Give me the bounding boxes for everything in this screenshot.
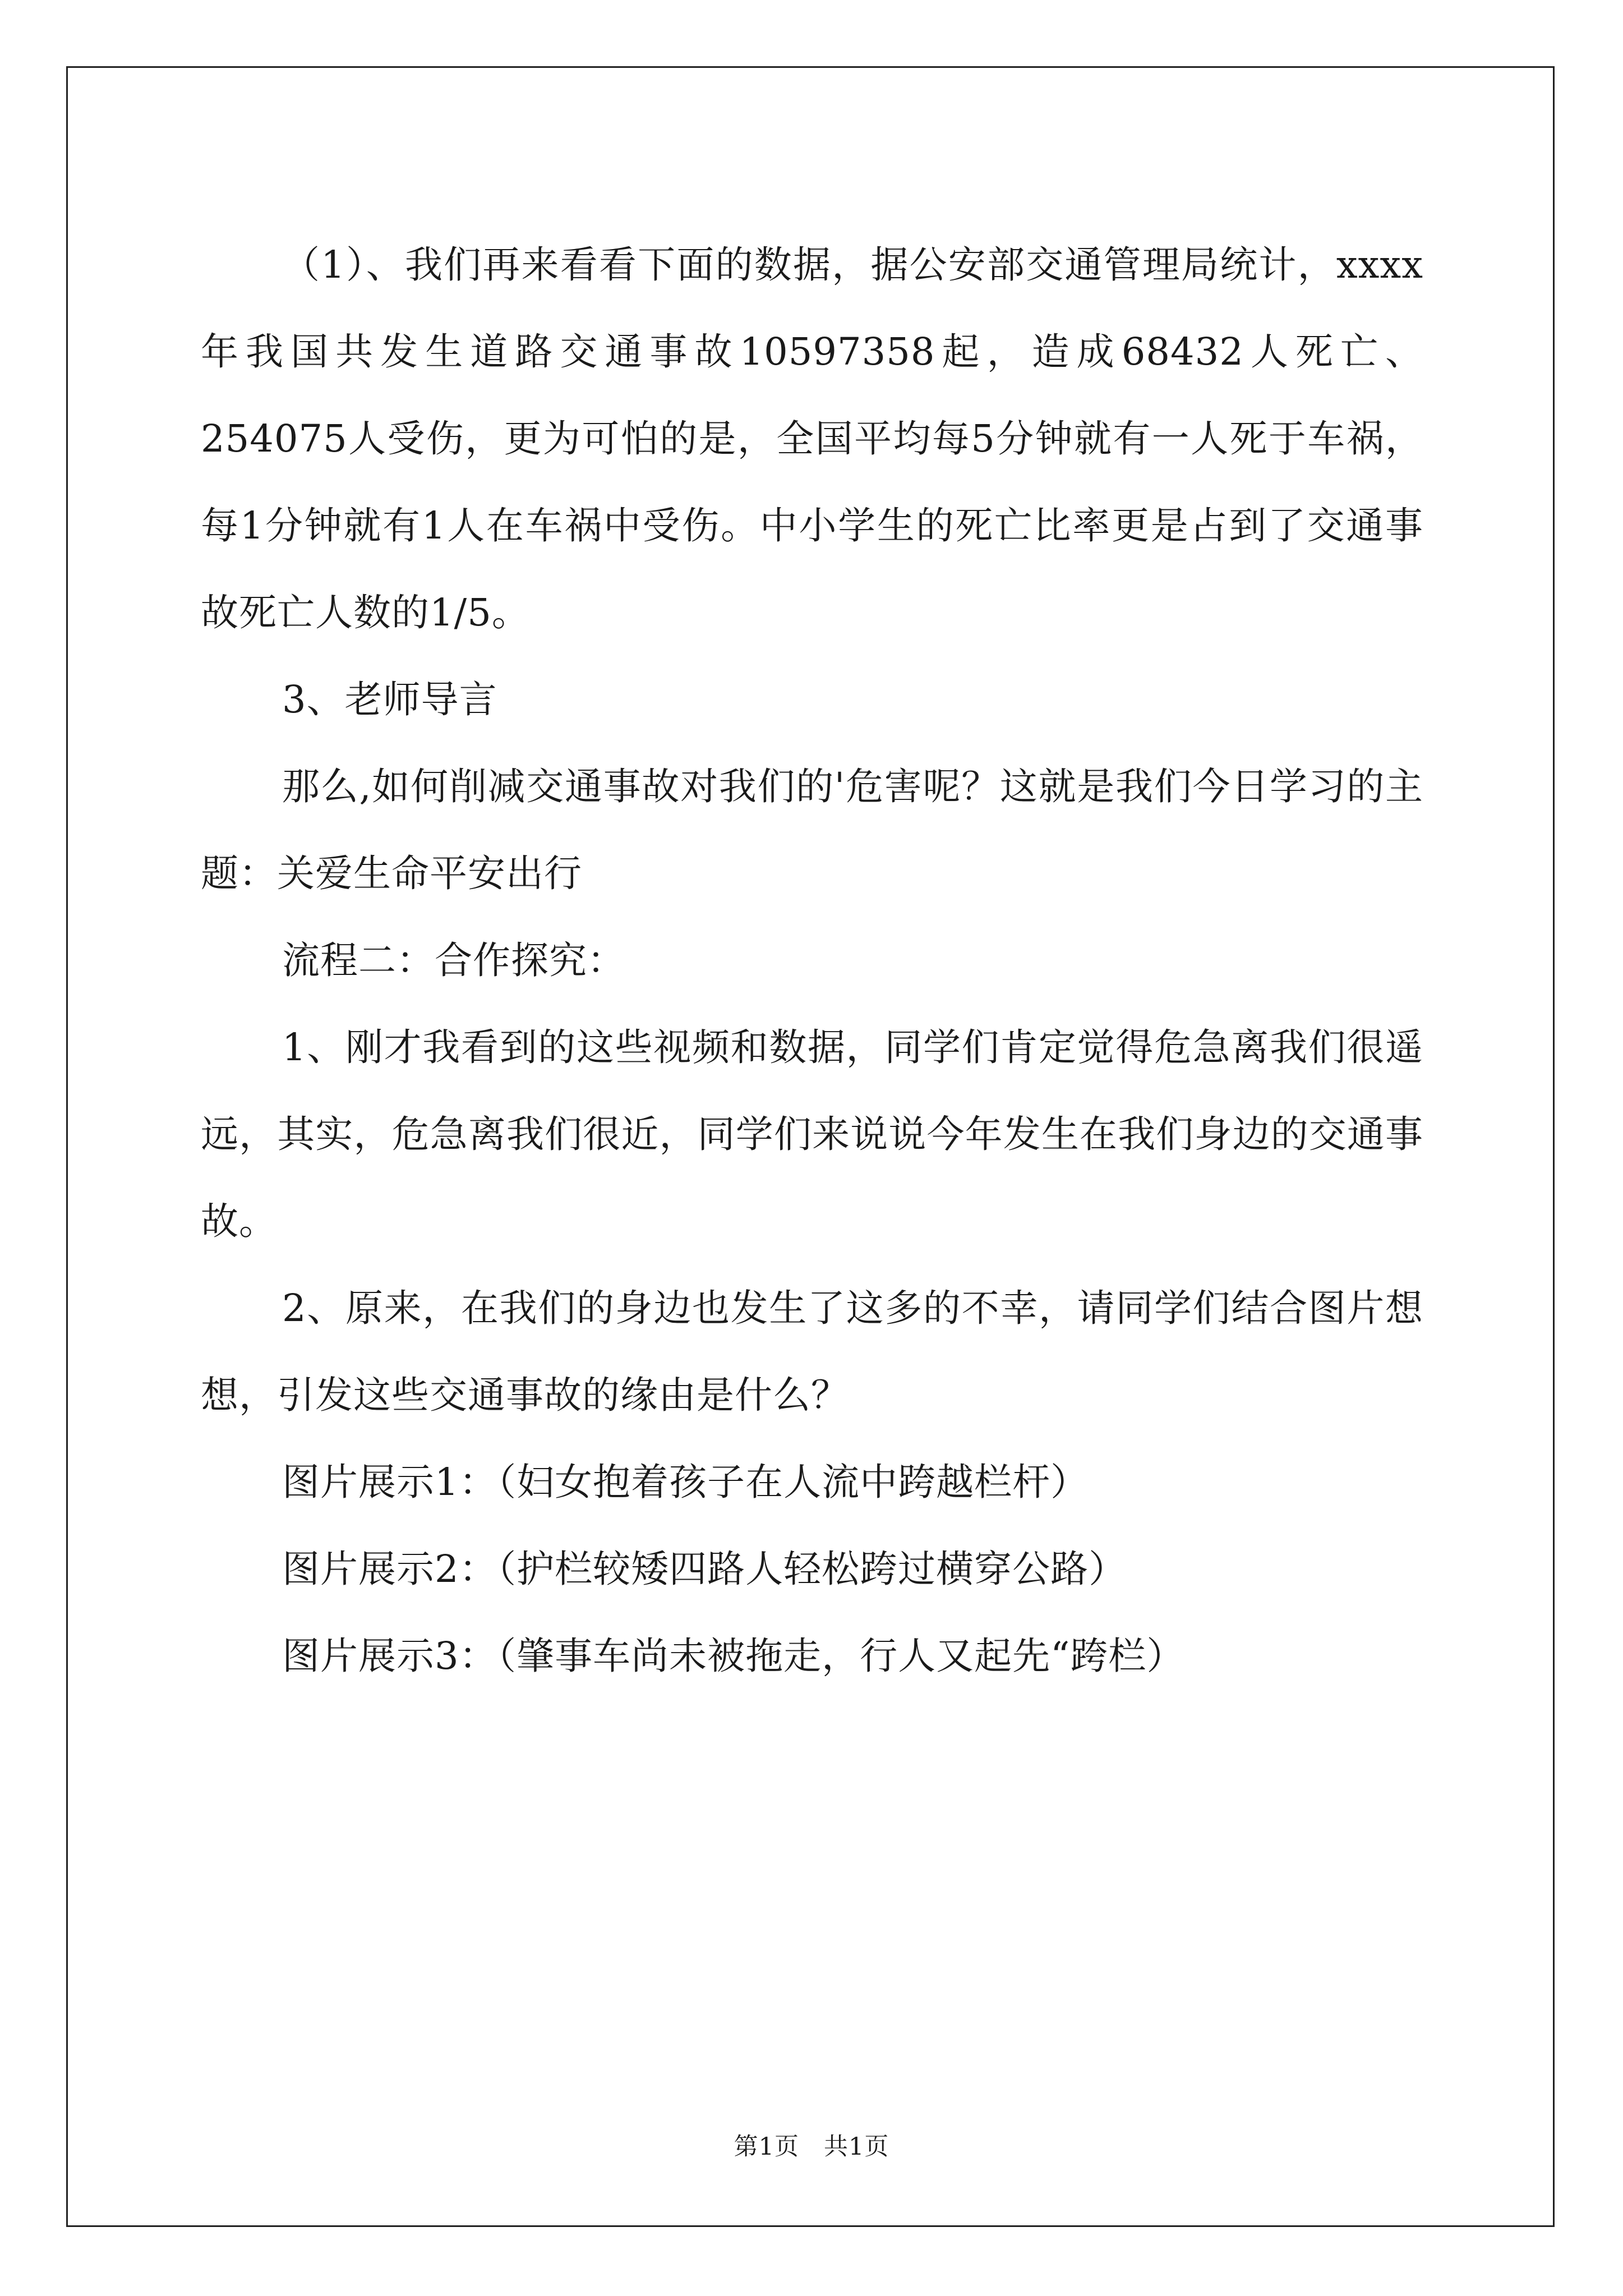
paragraph-teacher-intro-heading: 3、老师导言 <box>282 678 497 721</box>
document-body <box>201 222 1423 1700</box>
paragraph-statistics: （1）、我们再来看看下面的数据，据公安部交通管理局统计，xxxx年我国共发生道路交通事故10597358起，造成68432人死亡、254075人受伤，更为可怕的是，全国平均每5分钟就有一人死于车祸，每1分钟就有1人在车祸中受伤。中小学生的死亡比率更是占到了交通事故死亡人数的1/5。 <box>201 243 1423 634</box>
paragraph-picture-3: 图片展示3：（肇事车尚未被拖走，行人又起先“跨栏） <box>282 1634 1185 1678</box>
paragraph-theme: 那么,如何削减交通事故对我们的'危害呢？这就是我们今日学习的主题：关爱生命平安出行 <box>201 765 1423 895</box>
paragraph-item-one: 1、刚才我看到的这些视频和数据，同学们肯定觉得危急离我们很遥远，其实，危急离我们很近，同学们来说说今年发生在我们身边的交通事故。 <box>201 1025 1423 1243</box>
paragraph-process-two: 流程二：合作探究： <box>282 938 625 982</box>
paragraph-picture-1: 图片展示1：（妇女抱着孩子在人流中跨越栏杆） <box>282 1460 1089 1504</box>
paragraph-picture-2: 图片展示2：（护栏较矮四路人轻松跨过横穿公路） <box>282 1547 1127 1591</box>
paragraph-item-two: 2、原来，在我们的身边也发生了这多的不幸，请同学们结合图片想想，引发这些交通事故的缘由是什么？ <box>201 1286 1423 1417</box>
page-footer: 第1页 共1页 <box>734 2133 889 2161</box>
